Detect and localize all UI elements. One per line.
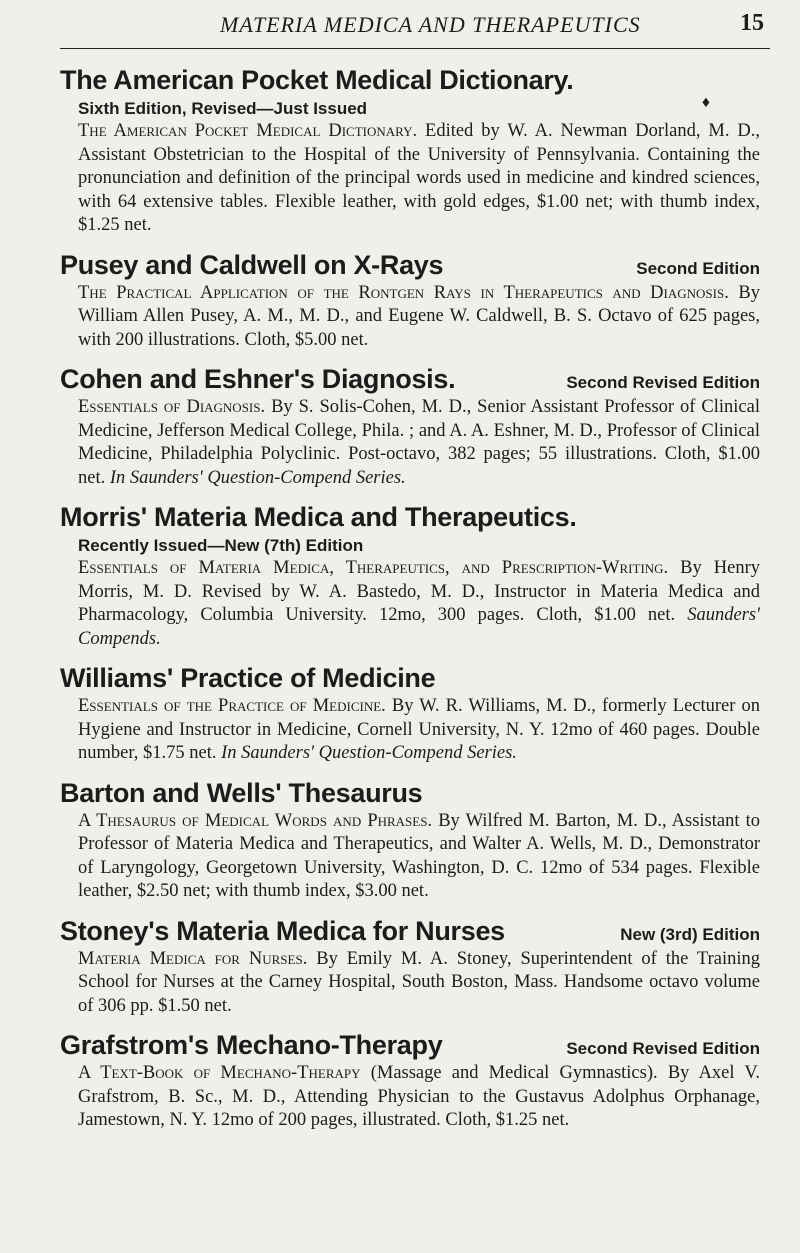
entry-book-title: Essentials of the Practice of Medicine. <box>78 696 386 716</box>
entry-details: By Wilfred M. Barton, M. D., Assistant to Professor of Materia Medica and Therapeutics, and Walter A. Wells, M. D., Demonstrator of Laryngology, Georgetown University, Washington, D. C. 12mo of 534 pages. Flexible leather, $2.50 net; with thumb index, $3.00 net. <box>78 810 761 901</box>
entry-title: Stoney's Materia Medica for Nurses <box>60 915 505 946</box>
entry-book-title: A Thesaurus of Medical Words and Phrases. <box>78 810 433 831</box>
edition-line <box>60 534 760 557</box>
entry-pusey-caldwell <box>60 249 760 353</box>
entry-morris <box>60 501 760 651</box>
page-number: 15 <box>740 10 764 36</box>
entry-title: Cohen and Eshner's Diagnosis. <box>60 364 456 394</box>
entry-details: By S. Solis-Cohen, M. D., Senior Assistant Professor of Clinical Medicine, Jefferson Medical College, Phila. ; and A. A. Eshner, M. D., Professor of Clinical Medicine, Philadelphia Polyclinic. Post-octavo, 382 pages; 55 illustrations. Cloth, $1.00 net. <box>78 397 760 488</box>
entry-book-title: A Text-Book of Mechano-Therapy <box>78 1063 361 1083</box>
running-title: MATERIA MEDICA AND THERAPEUTICS <box>220 12 641 37</box>
edition-label: New (3rd) Edition <box>620 924 760 944</box>
entry-series: In Saunders' Question-Compend Series. <box>109 467 406 488</box>
entry-book-title: Essentials of Diagnosis. <box>78 397 266 417</box>
edition-label: Sixth Edition, Revised—Just Issued <box>78 99 368 118</box>
entry-heading <box>60 1029 760 1062</box>
entry-description <box>60 695 760 766</box>
page-content <box>60 64 760 1144</box>
entry-description <box>60 282 760 353</box>
entry-grafstrom <box>60 1029 760 1133</box>
entry-details: By Henry Morris, M. D. Revised by W. A. Bastedo, M. D., Instructor in Materia Medica and Pharmacology, Columbia University. 12mo, 300 pages. Cloth, $1.00 net. <box>78 558 760 625</box>
entry-description <box>60 557 760 651</box>
entry-series: In Saunders' Question-Compend Series. <box>221 743 517 763</box>
entry-stoney <box>60 915 760 1019</box>
entry-title: Grafstrom's Mechano-Therapy <box>60 1030 443 1060</box>
entry-series: Saunders' Compends. <box>78 605 761 649</box>
entry-description <box>60 1062 760 1133</box>
entry-book-title: The Practical Application of the Rontgen Rays in Therapeutics and Diagnosis. <box>78 282 729 303</box>
entry-heading <box>60 64 760 97</box>
entry-title: Pusey and Caldwell on X-Rays <box>60 249 444 280</box>
entry-book-title: The American Pocket Medical Dictionary. <box>78 121 418 141</box>
entry-heading <box>60 662 760 695</box>
entry-heading <box>60 249 760 282</box>
entry-title: Barton and Wells' Thesaurus <box>60 777 423 808</box>
edition-label: Second Revised Edition <box>566 373 760 392</box>
entry-book-title: Materia Medica for Nurses. <box>78 948 308 969</box>
edition-label: Second Edition <box>636 258 760 278</box>
entry-details: By W. R. Williams, M. D., formerly Lecturer on Hygiene and Instructor in Medicine, Cornell University, N. Y. 12mo of 460 pages. Double number, $1.75 net. <box>78 696 760 763</box>
entry-details: By William Allen Pusey, A. M., M. D., and Eugene W. Caldwell, B. S. Octavo of 625 pages, with 200 illustrations. Cloth, $5.00 net. <box>78 282 760 350</box>
diamond-mark-icon: ♦ <box>701 94 710 111</box>
entry-book-title: Essentials of Materia Medica, Therapeutics, and Prescription-Writing. <box>78 558 669 578</box>
entry-williams <box>60 662 760 766</box>
entry-heading <box>60 501 760 534</box>
edition-label: Second Revised Edition <box>566 1039 760 1058</box>
edition-line <box>60 94 760 120</box>
entry-details: By Emily M. A. Stoney, Superintendent of the Training School for Nurses at the Carney Hospital, South Boston, Mass. Handsome octavo volume of 306 pp. $1.50 net. <box>78 948 760 1016</box>
running-header <box>60 8 770 49</box>
entry-details: Edited by W. A. Newman Dorland, M. D., Assistant Obstetrician to the Hospital of the University of Pennsylvania. Containing the pronunciation and definition of the principal words used in medicine and kindred sciences, with 64 extensive tables. Flexible leather, with gold edges, $1.00 net; with thumb index, $1.25 net. <box>78 121 760 235</box>
entry-description <box>60 948 760 1019</box>
entry-title: Williams' Practice of Medicine <box>60 663 436 693</box>
entry-heading <box>60 777 760 810</box>
entry-description <box>60 120 760 238</box>
entry-title: The American Pocket Medical Dictionary. <box>60 65 574 95</box>
entry-title: Morris' Materia Medica and Therapeutics. <box>60 502 577 532</box>
entry-description <box>60 810 760 904</box>
entry-heading <box>60 915 760 948</box>
entry-cohen-eshner <box>60 363 760 490</box>
edition-label: Recently Issued—New (7th) Edition <box>78 536 364 555</box>
entry-american-pocket-dictionary <box>60 64 760 238</box>
entry-details: (Massage and Medical Gymnastics). By Axel V. Grafstrom, B. Sc., M. D., Attending Physician to the Gustavus Adolphus Orphanage, Jamestown, N. Y. 12mo of 200 pages, illustrated. Cloth, $1.25 net. <box>78 1063 760 1130</box>
entry-barton-wells <box>60 777 760 904</box>
entry-heading <box>60 363 760 396</box>
entry-description <box>60 396 760 490</box>
